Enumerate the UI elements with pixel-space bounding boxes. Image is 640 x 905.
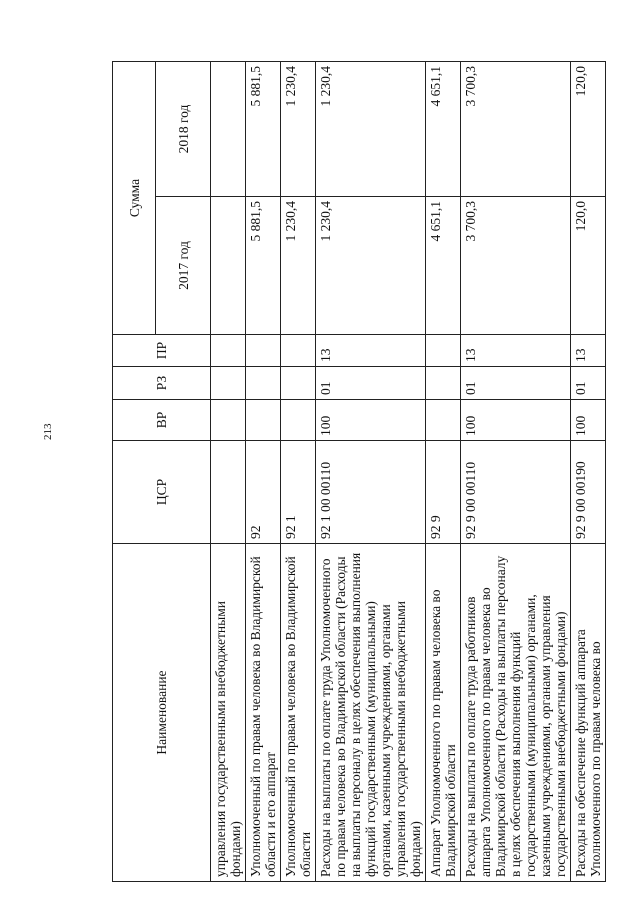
row-vr: 100 (316, 400, 426, 441)
row-pr (426, 335, 461, 367)
row-2017: 4 651,1 (426, 197, 461, 335)
row-vr: 100 (461, 400, 571, 441)
row-vr (211, 400, 246, 441)
header-pr: ПР (113, 335, 211, 367)
header-2017: 2017 год (156, 197, 211, 335)
row-2017: 5 881,5 (246, 197, 281, 335)
row-rz: 01 (571, 367, 606, 400)
row-vr (246, 400, 281, 441)
table-row (211, 61, 246, 881)
budget-table (112, 61, 606, 882)
table-row (316, 61, 426, 881)
row-csr: 92 9 (426, 441, 461, 544)
row-vr (426, 400, 461, 441)
row-vr (281, 400, 316, 441)
row-csr: 92 1 00 00110 (316, 441, 426, 544)
row-csr (211, 441, 246, 544)
row-2018: 120,0 (571, 61, 606, 196)
row-name: Уполномоченный по правам человека во Владимирской области (281, 544, 316, 882)
row-rz: 01 (461, 367, 571, 400)
row-2018 (211, 61, 246, 196)
header-sum: Сумма (113, 61, 156, 334)
header-name: Наименование (113, 544, 211, 882)
table-row (426, 61, 461, 881)
row-name: Расходы на выплаты по оплате труда Уполномоченного по правам человека во Владимирской области (Расходы на выплаты персоналу в целях обеспечения выполнения функций государственными (муниципальными) органами, казенными учреждениями, органами управления государственными внебюджетными фондами) (316, 544, 426, 882)
table-row (571, 61, 606, 881)
row-name: Расходы на выплаты по оплате труда работников аппарата Уполномоченного по правам человека во Владимирской области (Расходы на выплаты персоналу в целях обеспечения выполнения функций государственными (муниципальными) органами, казенными учреждениями, органами управления государственными внебюджетными фондами) (461, 544, 571, 882)
row-2017 (211, 197, 246, 335)
row-2018: 4 651,1 (426, 61, 461, 196)
table-row (246, 61, 281, 881)
table-row (281, 61, 316, 881)
row-2018: 5 881,5 (246, 61, 281, 196)
row-rz (426, 367, 461, 400)
page-number: 213 (42, 423, 54, 440)
row-rz: 01 (316, 367, 426, 400)
row-rz (246, 367, 281, 400)
row-2018: 3 700,3 (461, 61, 571, 196)
row-2018: 1 230,4 (281, 61, 316, 196)
row-pr (281, 335, 316, 367)
row-csr: 92 (246, 441, 281, 544)
row-pr: 13 (571, 335, 606, 367)
row-2017: 1 230,4 (281, 197, 316, 335)
header-vr: ВР (113, 400, 211, 441)
row-2018: 1 230,4 (316, 61, 426, 196)
row-2017: 1 230,4 (316, 197, 426, 335)
row-rz (211, 367, 246, 400)
row-2017: 3 700,3 (461, 197, 571, 335)
row-name: Уполномоченный по правам человека во Владимирской области и его аппарат (246, 544, 281, 882)
row-csr: 92 9 00 00110 (461, 441, 571, 544)
row-pr (246, 335, 281, 367)
row-pr: 13 (316, 335, 426, 367)
row-name: Аппарат Уполномоченного по правам человека во Владимирской области (426, 544, 461, 882)
header-csr: ЦСР (113, 441, 211, 544)
row-name: Расходы на обеспечение функций аппарата Уполномоченного по правам человека во (571, 544, 606, 882)
row-name: управления государственными внебюджетными фондами) (211, 544, 246, 882)
row-rz (281, 367, 316, 400)
row-pr (211, 335, 246, 367)
table-row (461, 61, 571, 881)
row-2017: 120,0 (571, 197, 606, 335)
header-rz: РЗ (113, 367, 211, 400)
header-2018: 2018 год (156, 61, 211, 196)
row-pr: 13 (461, 335, 571, 367)
row-csr: 92 9 00 00190 (571, 441, 606, 544)
budget-table-rotated (112, 62, 603, 882)
row-vr: 100 (571, 400, 606, 441)
row-csr: 92 1 (281, 441, 316, 544)
